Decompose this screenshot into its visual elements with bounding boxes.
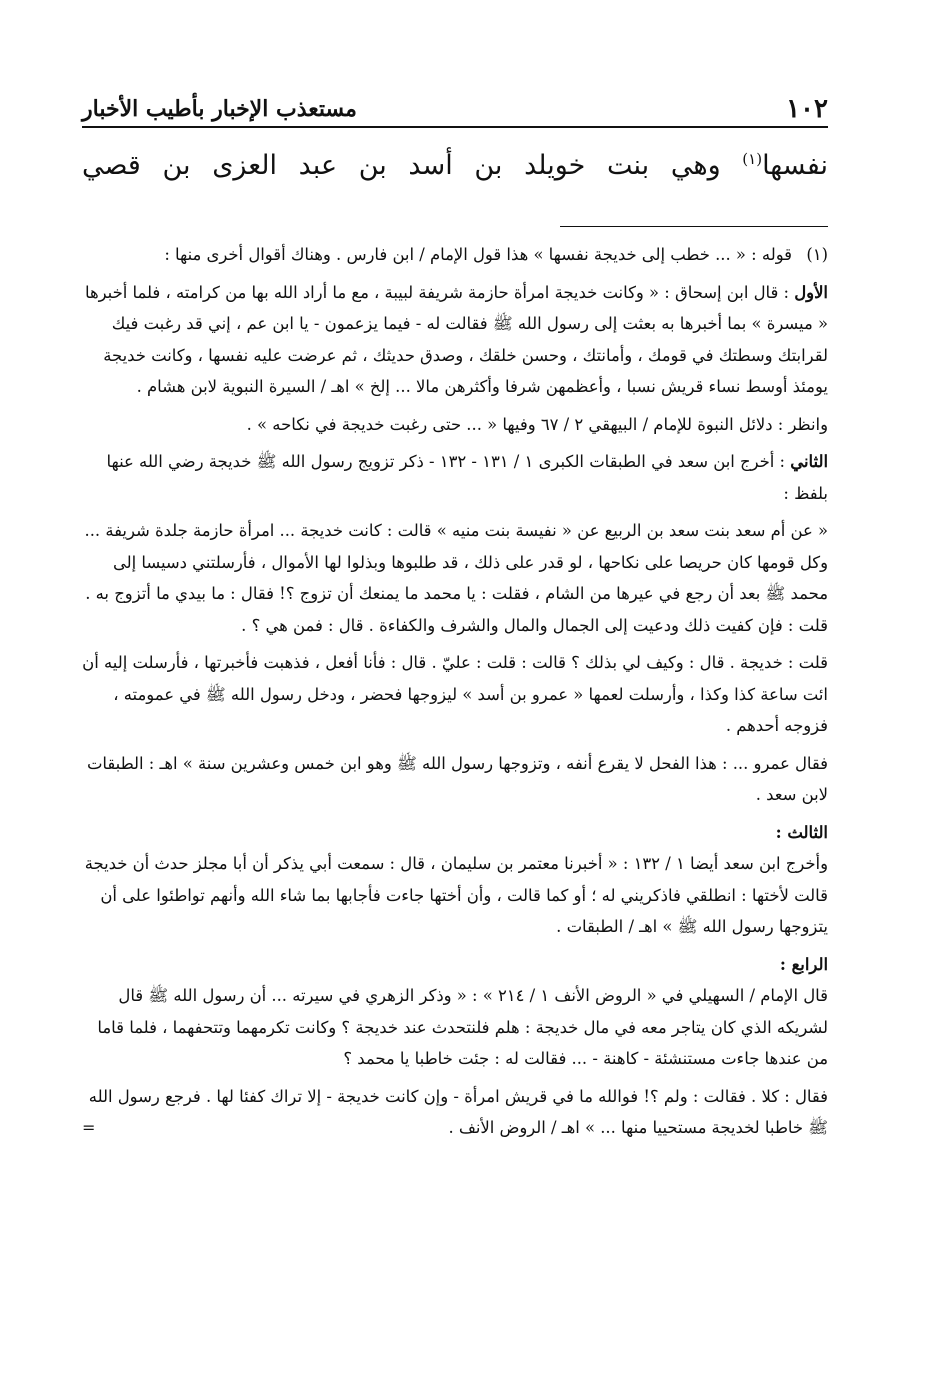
main-text bbox=[82, 144, 828, 188]
running-title: مستعذب الإخبار بأطيب الأخبار bbox=[82, 96, 357, 122]
opinion-second-quote-2: قلت : خديجة . قال : وكيف لي بذلك ؟ قالت : قلت : عليّ . قال : فأنا أفعل ، فذهبت فأخبرتها ، فأرسلت إليه أن ائت ساعة كذا وكذا ، وأرسلت لعمها « عمرو بن أسد » ليزوجها فحضر ، ودخل رسول الله ﷺ في عمومته ، فزوجه أحدهم . bbox=[82, 653, 828, 735]
opinion-first bbox=[82, 277, 828, 403]
book-page bbox=[82, 88, 828, 1144]
footnote-intro-row bbox=[82, 239, 828, 271]
opinion-first-heading: الأول bbox=[794, 282, 828, 302]
opinion-fourth-text: قال الإمام / السهيلي في « الروض الأنف ١ / ٢١٤ » : « وذكر الزهري في سيرته ... أن رسول الله ﷺ قال لشريكه الذي كان يتاجر معه في مال خديجة : هلم فلنتحدث عند خديجة ؟ وكانت تكرمهما وتتحفهما ، فلما قاما من عندها جاءت مستنشئة - كاهنة - ... فقالت له : جئت خاطبا يا محمد ؟ bbox=[97, 986, 828, 1068]
opinion-first-text: : قال ابن إسحاق : « وكانت خديجة امرأة حازمة شريفة لبيبة ، مع ما أراد الله بها من كرامته ، فلما أخبرها « ميسرة » بما أخبرها به بعثت إلى رسول الله ﷺ فقالت له - فيما يزعمون - يا ابن عم ، إني قد رغبت فيك لقرابتك وسطتك في قومك ، وأمانتك ، وحسن خلقك ، وصدق حديثك ، ثم عرضت عليه نفسها ، وكانت خديجة يومئذ أوسط نساء قريش نسبا ، وأعظمهن شرفا وأكثرهن مالا ... إلخ » اهـ / السيرة النبوية لابن هشام . bbox=[84, 282, 828, 396]
opinion-second-quote-1: « عن أم سعد بنت سعد بن الربيع عن « نفيسة بنت منيه » قالت : كانت خديجة ... امرأة حازمة جلدة شريفة ... وكل قومها كان حريصا على نكاحها ، لو قدر على ذلك ، قد طلبوها وبذلوا لها الأموال ، فأرسلتني دسيسا إلى محمد ﷺ بعد أن رجع في عيرها من الشام ، فقلت : يا محمد ما يمنعك أن تزوج ؟! فقال : ما بيدي ما أتزوج به . قلت : فإن كفيت ذلك ودعيت إلى الجمال والمال والشرف والكفاءة . قال : فمن هي ؟ . bbox=[84, 521, 828, 635]
opinion-second-text: : أخرج ابن سعد في الطبقات الكبرى ١ / ١٣١ - ١٣٢ - ذكر تزويج رسول الله ﷺ خديجة رضي الله عنها بلفظ : bbox=[106, 452, 828, 503]
opinion-fourth-continued-block bbox=[82, 1081, 828, 1144]
continuation-mark: = bbox=[82, 1118, 96, 1137]
opinion-third-heading: الثالث : bbox=[775, 822, 828, 842]
opinion-third-text: وأخرج ابن سعد أيضا ١ / ١٣٢ : « أخبرنا معتمر بن سليمان ، قال : سمعت أبي يذكر أن أبا مجلز حدث أن خديجة قالت لأختها : انطلقي فاذكريني له ؛ أو كما قالت ، وأن أختها جاءت فأجابها بما شاء الله وأنهم تواطئوا على أن يتزوجها رسول الله ﷺ » اهـ / الطبقات . bbox=[84, 854, 828, 936]
main-text-rest: وهي بنت خويلد بن أسد بن عبد العزى بن قصي bbox=[82, 150, 743, 181]
opinion-first-see-also: وانظر : دلائل النبوة للإمام / البيهقي ٢ / ٦٧ وفيها « ... حتى رغبت خديجة في نكاحه » . bbox=[246, 414, 828, 434]
opinion-second-quote-3: فقال عمرو ... : هذا الفحل لا يقرع أنفه ، وتزوجها رسول الله ﷺ وهو ابن خمس وعشرين سنة » اهـ : الطبقات لابن سعد . bbox=[86, 753, 828, 804]
footnote-intro: قوله : « ... خطب إلى خديجة نفسها » هذا قول الإمام / ابن فارس . وهناك أقوال أخرى منها : bbox=[164, 245, 792, 264]
opinion-fourth-continued: فقال : كلا . فقالت : ولم ؟! فوالله ما في قريش امرأة - وإن كانت خديجة - إلا تراك كفئا لها . فرجع رسول الله ﷺ خاطبا لخديجة مستحييا منها ... » اهـ / الروض الأنف . bbox=[88, 1086, 828, 1137]
opinion-second bbox=[82, 446, 828, 509]
footnote-reference: (١) bbox=[742, 150, 763, 168]
footnote-separator bbox=[560, 226, 828, 227]
main-text-start: نفسها bbox=[762, 150, 828, 181]
page-number: ١٠٢ bbox=[786, 94, 828, 124]
page-header bbox=[82, 88, 828, 128]
opinion-fourth-heading: الرابع : bbox=[779, 954, 828, 974]
footnote bbox=[82, 239, 828, 1144]
opinion-second-heading: الثاني bbox=[790, 452, 828, 471]
footnote-marker: (١) bbox=[806, 245, 828, 264]
